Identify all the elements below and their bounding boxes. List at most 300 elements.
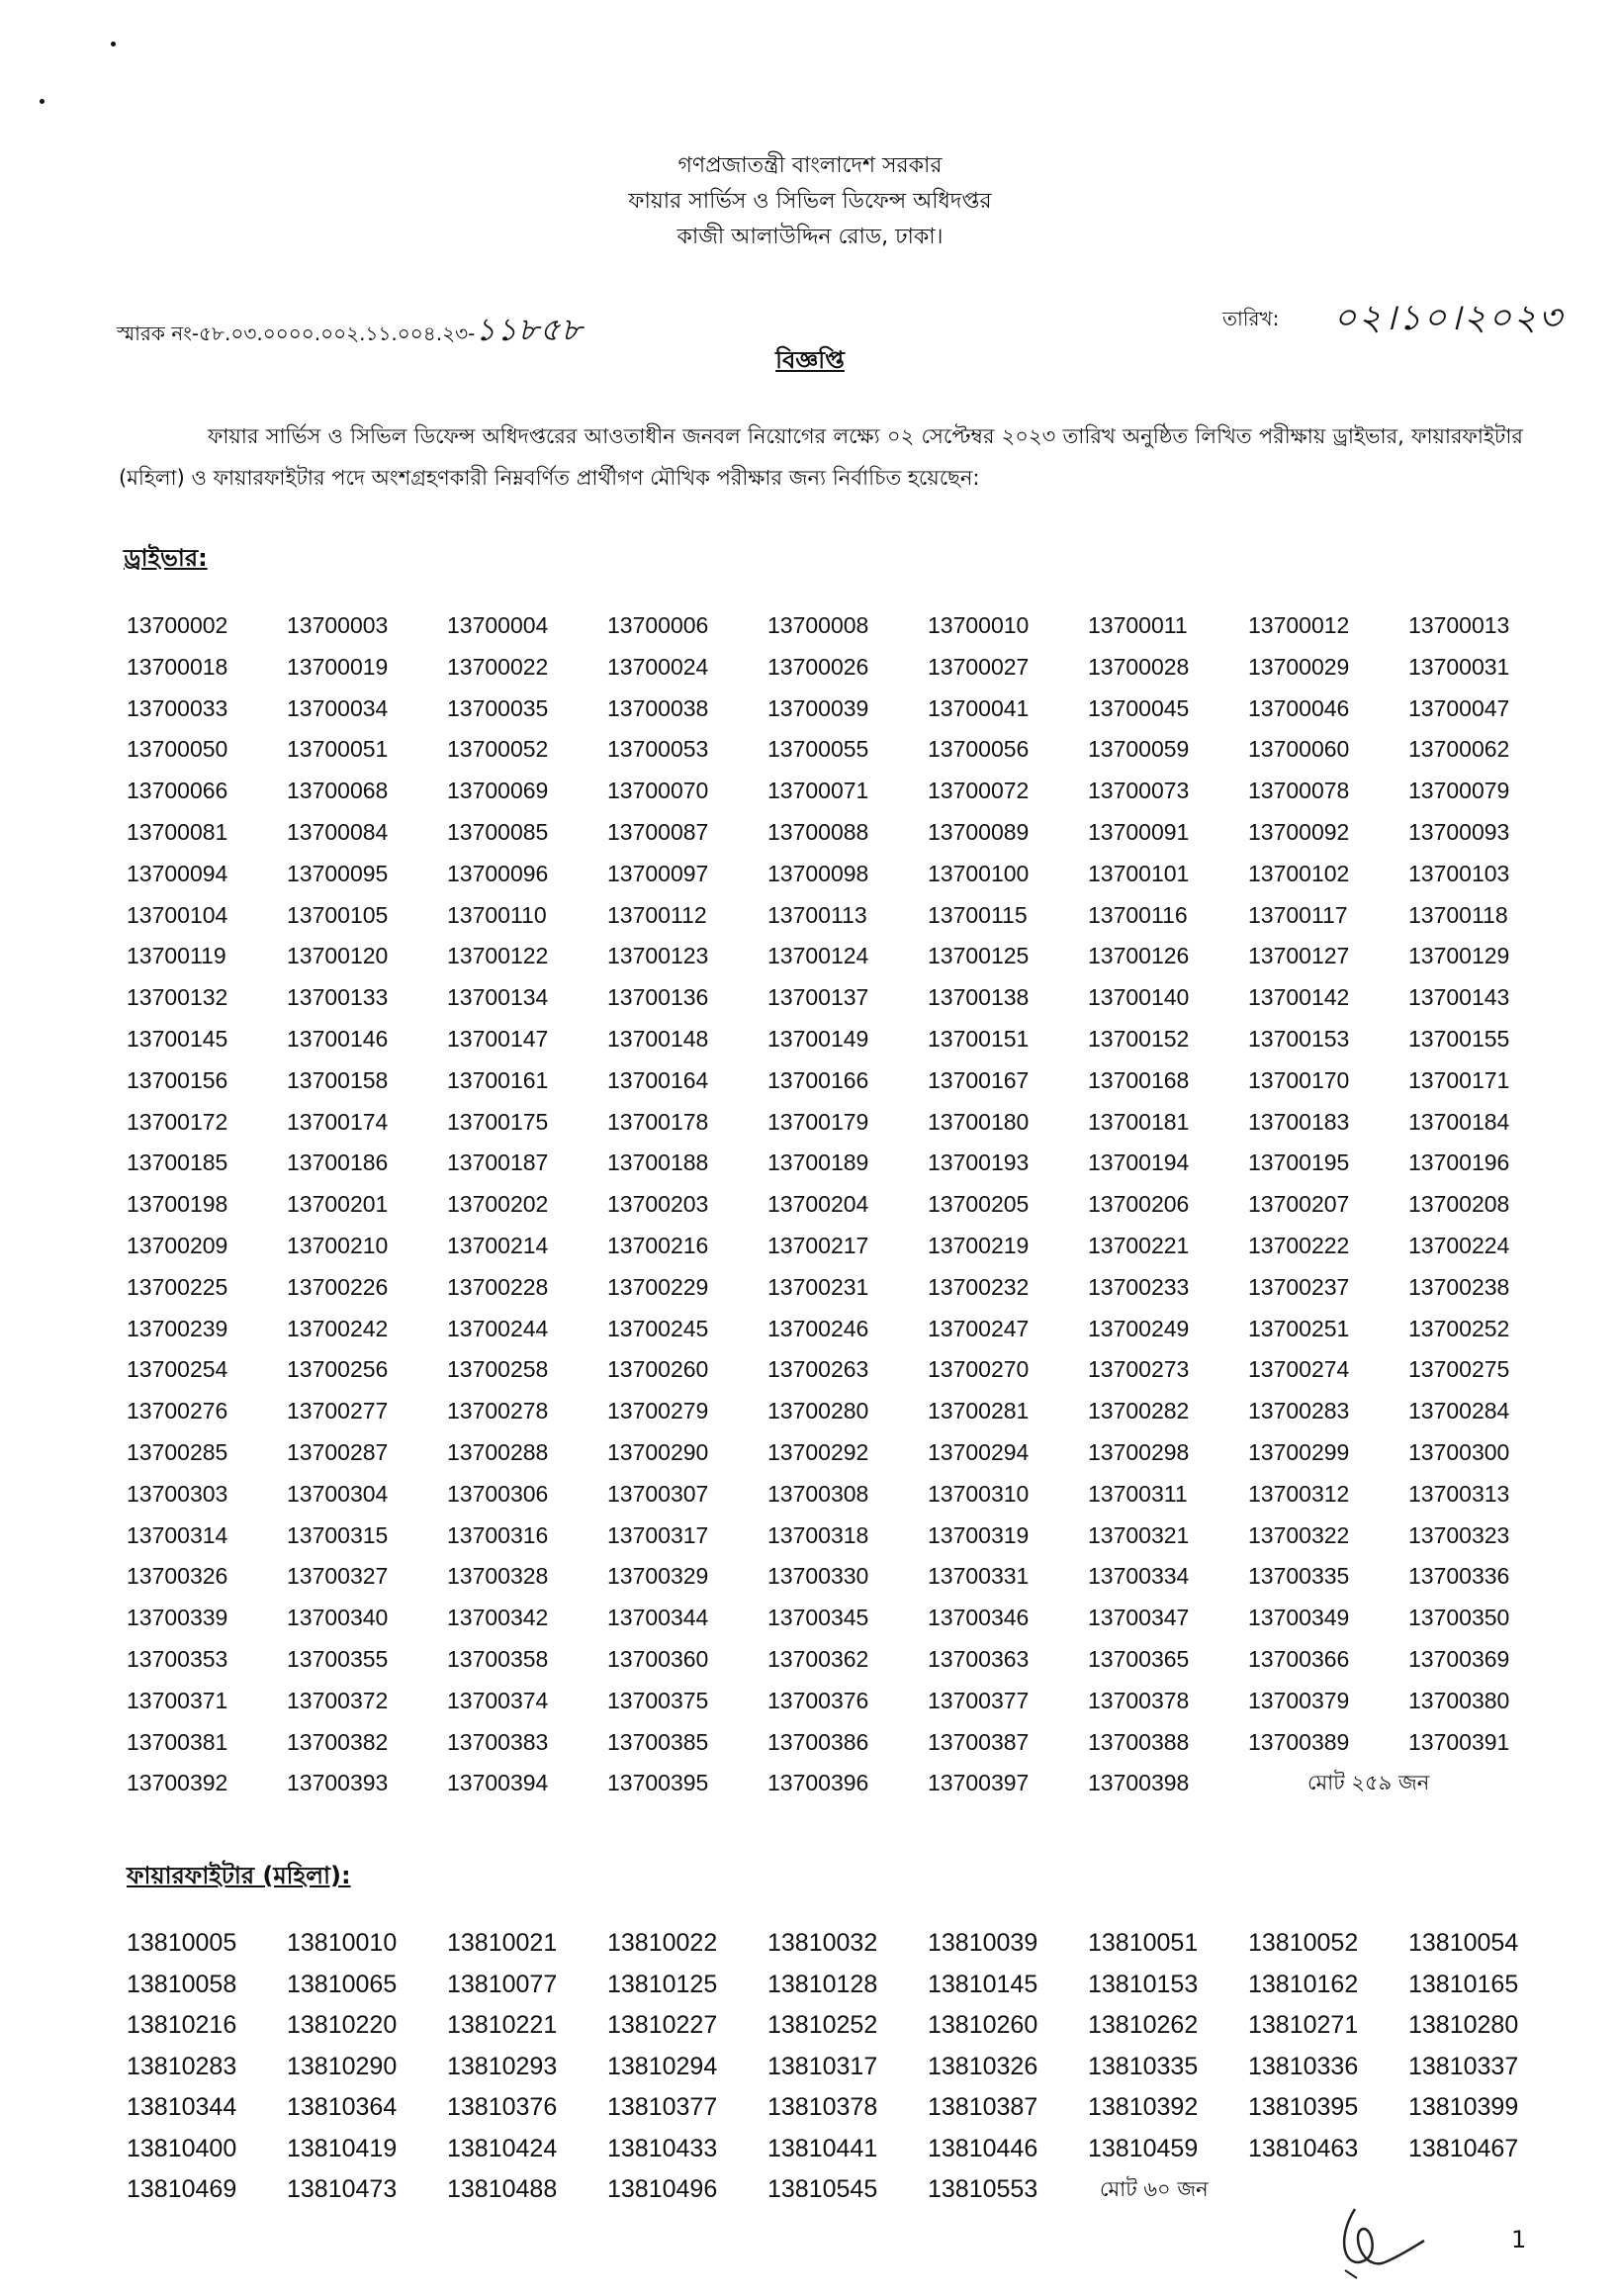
roll-number: 13700244 bbox=[447, 1315, 549, 1341]
roll-number: 13700372 bbox=[287, 1687, 389, 1713]
roll-number: 13700133 bbox=[287, 984, 389, 1011]
roll-number: 13810165 bbox=[1408, 1970, 1519, 1998]
roll-number: 13810392 bbox=[1088, 2093, 1199, 2121]
roll-number: 13700380 bbox=[1408, 1687, 1510, 1713]
roll-number: 13700035 bbox=[447, 694, 549, 721]
notice-title: বিজ্ঞপ্তি bbox=[775, 346, 845, 374]
roll-number: 13700397 bbox=[928, 1770, 1030, 1796]
roll-number: 13700285 bbox=[127, 1438, 228, 1465]
roll-number: 13810153 bbox=[1088, 1970, 1199, 1998]
roll-number: 13700149 bbox=[767, 1025, 869, 1052]
roll-number: 13810052 bbox=[1248, 1929, 1359, 1957]
roll-number: 13700316 bbox=[447, 1521, 549, 1548]
roll-number: 13700188 bbox=[607, 1149, 709, 1176]
roll-number: 13700052 bbox=[447, 736, 549, 763]
roll-number: 13700232 bbox=[928, 1273, 1030, 1300]
roll-number: 13810054 bbox=[1408, 1929, 1519, 1957]
roll-number: 13700393 bbox=[287, 1770, 389, 1796]
roll-number: 13700148 bbox=[607, 1025, 709, 1052]
roll-number: 13700147 bbox=[447, 1025, 549, 1052]
scan-speck bbox=[40, 99, 45, 104]
roll-number: 13700022 bbox=[447, 653, 549, 680]
roll-number: 13700395 bbox=[607, 1770, 709, 1796]
roll-number: 13700029 bbox=[1248, 653, 1350, 680]
roll-number: 13810317 bbox=[767, 2052, 878, 2080]
roll-number: 13810290 bbox=[287, 2052, 398, 2080]
roll-number: 13700124 bbox=[767, 943, 869, 969]
roll-number: 13700170 bbox=[1248, 1066, 1350, 1093]
roll-number: 13810039 bbox=[928, 1929, 1038, 1957]
roll-number: 13810221 bbox=[447, 2011, 558, 2039]
roll-number: 13700398 bbox=[1088, 1770, 1190, 1796]
roll-number: 13700247 bbox=[928, 1315, 1030, 1341]
roll-number: 13700194 bbox=[1088, 1149, 1190, 1176]
roll-number: 13700326 bbox=[127, 1563, 228, 1590]
roll-number: 13700145 bbox=[127, 1025, 228, 1052]
roll-number: 13810280 bbox=[1408, 2011, 1519, 2039]
roll-number: 13700340 bbox=[287, 1605, 389, 1631]
roll-number: 13700185 bbox=[127, 1149, 228, 1176]
roll-number: 13700379 bbox=[1248, 1687, 1350, 1713]
roll-number: 13700205 bbox=[928, 1191, 1030, 1218]
roll-number: 13700143 bbox=[1408, 984, 1510, 1011]
roll-number: 13810441 bbox=[767, 2134, 878, 2162]
roll-number: 13810344 bbox=[127, 2093, 237, 2121]
roll-number: 13700132 bbox=[127, 984, 228, 1011]
roll-number: 13700167 bbox=[928, 1066, 1030, 1093]
roll-number: 13810262 bbox=[1088, 2011, 1199, 2039]
roll-number: 13700202 bbox=[447, 1191, 549, 1218]
roll-number: 13700201 bbox=[287, 1191, 389, 1218]
roll-number: 13700098 bbox=[767, 860, 869, 886]
roll-number: 13700322 bbox=[1248, 1521, 1350, 1548]
roll-number: 13700089 bbox=[928, 818, 1030, 845]
roll-number: 13810128 bbox=[767, 1970, 878, 1998]
roll-number: 13700024 bbox=[607, 653, 709, 680]
date-label: তারিখ: bbox=[1222, 307, 1280, 330]
roll-number: 13700158 bbox=[287, 1066, 389, 1093]
roll-number: 13700140 bbox=[1088, 984, 1190, 1011]
roll-number: 13700298 bbox=[1088, 1438, 1190, 1465]
roll-number: 13700353 bbox=[127, 1645, 228, 1672]
roll-number: 13700079 bbox=[1408, 778, 1510, 804]
roll-number: 13810433 bbox=[607, 2134, 718, 2162]
roll-number: 13700304 bbox=[287, 1480, 389, 1507]
roll-number: 13700174 bbox=[287, 1108, 389, 1135]
roll-number: 13810395 bbox=[1248, 2093, 1359, 2121]
roll-number: 13700258 bbox=[447, 1356, 549, 1383]
roll-number: 13700358 bbox=[447, 1645, 549, 1672]
roll-number: 13700056 bbox=[928, 736, 1030, 763]
roll-number: 13700396 bbox=[767, 1770, 869, 1796]
roll-number: 13810488 bbox=[447, 2175, 558, 2203]
roll-number: 13700317 bbox=[607, 1521, 709, 1548]
roll-number: 13700152 bbox=[1088, 1025, 1190, 1052]
roll-number: 13700081 bbox=[127, 818, 228, 845]
roll-number: 13700137 bbox=[767, 984, 869, 1011]
roll-number: 13700018 bbox=[127, 653, 228, 680]
roll-number: 13810260 bbox=[928, 2011, 1038, 2039]
roll-number: 13700288 bbox=[447, 1438, 549, 1465]
roll-number: 13700292 bbox=[767, 1438, 869, 1465]
roll-number: 13810051 bbox=[1088, 1929, 1199, 1957]
roll-number: 13700369 bbox=[1408, 1645, 1510, 1672]
roll-number: 13810010 bbox=[287, 1929, 398, 1957]
roll-number: 13700062 bbox=[1408, 736, 1510, 763]
roll-number: 13700095 bbox=[287, 860, 389, 886]
roll-number: 13700078 bbox=[1248, 778, 1350, 804]
roll-number: 13700245 bbox=[607, 1315, 709, 1341]
roll-number: 13810162 bbox=[1248, 1970, 1359, 1998]
roll-number: 13700331 bbox=[928, 1563, 1030, 1590]
roll-number: 13700209 bbox=[127, 1232, 228, 1258]
roll-number: 13700217 bbox=[767, 1232, 869, 1258]
roll-number: 13700214 bbox=[447, 1232, 549, 1258]
roll-number: 13700094 bbox=[127, 860, 228, 886]
roll-number: 13700193 bbox=[928, 1149, 1030, 1176]
roll-number: 13700391 bbox=[1408, 1728, 1510, 1755]
letterhead bbox=[0, 148, 1620, 255]
roll-number: 13700394 bbox=[447, 1770, 549, 1796]
roll-number: 13700179 bbox=[767, 1108, 869, 1135]
roll-number: 13700039 bbox=[767, 694, 869, 721]
roll-number: 13700306 bbox=[447, 1480, 549, 1507]
roll-number: 13700051 bbox=[287, 736, 389, 763]
roll-number: 13700183 bbox=[1248, 1108, 1350, 1135]
roll-number: 13700263 bbox=[767, 1356, 869, 1383]
roll-number: 13810377 bbox=[607, 2093, 718, 2121]
roll-number: 13700307 bbox=[607, 1480, 709, 1507]
roll-number: 13810058 bbox=[127, 1970, 237, 1998]
roll-number: 13700238 bbox=[1408, 1273, 1510, 1300]
roll-number: 13700228 bbox=[447, 1273, 549, 1300]
roll-number: 13700239 bbox=[127, 1315, 228, 1341]
roll-number: 13700134 bbox=[447, 984, 549, 1011]
roll-number: 13700073 bbox=[1088, 778, 1190, 804]
page-number: 1 bbox=[1511, 2226, 1527, 2253]
roll-number: 13700180 bbox=[928, 1108, 1030, 1135]
roll-number: 13700251 bbox=[1248, 1315, 1350, 1341]
roll-number: 13810032 bbox=[767, 1929, 878, 1957]
roll-number: 13700377 bbox=[928, 1687, 1030, 1713]
roll-number: 13700246 bbox=[767, 1315, 869, 1341]
roll-number: 13700127 bbox=[1248, 943, 1350, 969]
roll-number: 13810283 bbox=[127, 2052, 237, 2080]
roll-number: 13700050 bbox=[127, 736, 228, 763]
roll-number: 13700381 bbox=[127, 1728, 228, 1755]
roll-number: 13810227 bbox=[607, 2011, 718, 2039]
roll-number: 13700327 bbox=[287, 1563, 389, 1590]
roll-number: 13810125 bbox=[607, 1970, 718, 1998]
roll-number: 13700204 bbox=[767, 1191, 869, 1218]
roll-number: 13700087 bbox=[607, 818, 709, 845]
roll-number: 13700321 bbox=[1088, 1521, 1190, 1548]
roll-number: 13700181 bbox=[1088, 1108, 1190, 1135]
roll-number: 13810216 bbox=[127, 2011, 237, 2039]
roll-number: 13700187 bbox=[447, 1149, 549, 1176]
roll-number: 13700310 bbox=[928, 1480, 1030, 1507]
roll-number: 13700101 bbox=[1088, 860, 1190, 886]
roll-number: 13700168 bbox=[1088, 1066, 1190, 1093]
roll-number: 13700088 bbox=[767, 818, 869, 845]
roll-number: 13810145 bbox=[928, 1970, 1038, 1998]
roll-number: 13700097 bbox=[607, 860, 709, 886]
signature-mark bbox=[1325, 2201, 1434, 2280]
roll-number: 13810400 bbox=[127, 2134, 237, 2162]
roll-number: 13700070 bbox=[607, 778, 709, 804]
roll-number: 13700382 bbox=[287, 1728, 389, 1755]
roll-number: 13700328 bbox=[447, 1563, 549, 1590]
roll-number: 13700378 bbox=[1088, 1687, 1190, 1713]
roll-number: 13700045 bbox=[1088, 694, 1190, 721]
roll-number: 13810252 bbox=[767, 2011, 878, 2039]
letterhead-line-address: কাজী আলাউদ্দিন রোড, ঢাকা। bbox=[676, 225, 944, 249]
roll-number: 13700318 bbox=[767, 1521, 869, 1548]
roll-number: 13810467 bbox=[1408, 2134, 1519, 2162]
roll-number: 13810387 bbox=[928, 2093, 1038, 2121]
roll-number: 13700334 bbox=[1088, 1563, 1190, 1590]
roll-number: 13810553 bbox=[928, 2175, 1038, 2203]
roll-number: 13700142 bbox=[1248, 984, 1350, 1011]
roll-number: 13700010 bbox=[928, 612, 1030, 638]
roll-number: 13700172 bbox=[127, 1108, 228, 1135]
roll-number: 13700252 bbox=[1408, 1315, 1510, 1341]
roll-number: 13700068 bbox=[287, 778, 389, 804]
roll-number: 13700110 bbox=[447, 901, 547, 928]
roll-number: 13700091 bbox=[1088, 818, 1190, 845]
roll-number: 13810459 bbox=[1088, 2134, 1199, 2162]
roll-number: 13700093 bbox=[1408, 818, 1510, 845]
roll-number: 13700374 bbox=[447, 1687, 549, 1713]
roll-number: 13700387 bbox=[928, 1728, 1030, 1755]
roll-number: 13700100 bbox=[928, 860, 1030, 886]
roll-number: 13700276 bbox=[127, 1398, 228, 1424]
roll-number: 13700290 bbox=[607, 1438, 709, 1465]
roll-number: 13700274 bbox=[1248, 1356, 1350, 1383]
roll-number: 13700355 bbox=[287, 1645, 389, 1672]
roll-number: 13700282 bbox=[1088, 1398, 1190, 1424]
roll-number: 13810022 bbox=[607, 1929, 718, 1957]
roll-number: 13700256 bbox=[287, 1356, 389, 1383]
roll-number: 13700339 bbox=[127, 1605, 228, 1631]
roll-number: 13810337 bbox=[1408, 2052, 1519, 2080]
roll-number: 13700233 bbox=[1088, 1273, 1190, 1300]
roll-number: 13700273 bbox=[1088, 1356, 1190, 1383]
roll-number: 13810469 bbox=[127, 2175, 237, 2203]
section-title-firefighter-female: ফায়ারফাইটার (মহিলা): bbox=[127, 1862, 351, 1889]
roll-number: 13700138 bbox=[928, 984, 1030, 1011]
section-total: মোট ২৫৯ জন bbox=[1307, 1771, 1430, 1795]
roll-number: 13700026 bbox=[767, 653, 869, 680]
roll-number: 13700033 bbox=[127, 694, 228, 721]
roll-number: 13700013 bbox=[1408, 612, 1510, 638]
roll-number: 13810463 bbox=[1248, 2134, 1359, 2162]
roll-number: 13700118 bbox=[1408, 901, 1508, 928]
roll-number: 13700011 bbox=[1088, 612, 1188, 638]
roll-number: 13700151 bbox=[928, 1025, 1030, 1052]
roll-number: 13810021 bbox=[447, 1929, 558, 1957]
roll-number: 13700072 bbox=[928, 778, 1030, 804]
roll-number: 13810335 bbox=[1088, 2052, 1199, 2080]
roll-number: 13700392 bbox=[127, 1770, 228, 1796]
roll-number: 13700222 bbox=[1248, 1232, 1350, 1258]
roll-number: 13700116 bbox=[1088, 901, 1188, 928]
roll-number: 13810271 bbox=[1248, 2011, 1359, 2039]
roll-number: 13700229 bbox=[607, 1273, 709, 1300]
roll-number: 13700008 bbox=[767, 612, 869, 638]
roll-number: 13700315 bbox=[287, 1521, 389, 1548]
roll-number: 13700196 bbox=[1408, 1149, 1510, 1176]
roll-number: 13700323 bbox=[1408, 1521, 1510, 1548]
roll-number: 13700104 bbox=[127, 901, 228, 928]
roll-number: 13700311 bbox=[1088, 1480, 1188, 1507]
roll-number: 13700102 bbox=[1248, 860, 1350, 886]
roll-number: 13700312 bbox=[1248, 1480, 1350, 1507]
section-title-driver: ড্রাইভার: bbox=[124, 544, 208, 572]
roll-number: 13810378 bbox=[767, 2093, 878, 2121]
roll-number: 13700113 bbox=[767, 901, 867, 928]
roll-number: 13700345 bbox=[767, 1605, 869, 1631]
date-handwritten: ০২।১০।২০২৩ bbox=[1333, 298, 1564, 338]
roll-number: 13700066 bbox=[127, 778, 228, 804]
roll-number: 13700105 bbox=[287, 901, 389, 928]
roll-number: 13700084 bbox=[287, 818, 389, 845]
roll-number: 13700117 bbox=[1248, 901, 1348, 928]
roll-number: 13700237 bbox=[1248, 1273, 1350, 1300]
roll-number: 13810065 bbox=[287, 1970, 398, 1998]
roll-number: 13700299 bbox=[1248, 1438, 1350, 1465]
roll-number: 13700034 bbox=[287, 694, 389, 721]
roll-number: 13700126 bbox=[1088, 943, 1190, 969]
roll-number: 13700195 bbox=[1248, 1149, 1350, 1176]
roll-number: 13700047 bbox=[1408, 694, 1510, 721]
roll-number: 13700186 bbox=[287, 1149, 389, 1176]
roll-number: 13700287 bbox=[287, 1438, 389, 1465]
roll-number: 13700365 bbox=[1088, 1645, 1190, 1672]
roll-number: 13700350 bbox=[1408, 1605, 1510, 1631]
roll-number: 13700294 bbox=[928, 1438, 1030, 1465]
roll-number: 13700371 bbox=[127, 1687, 228, 1713]
letterhead-line-department: ফায়ার সার্ভিস ও সিভিল ডিফেন্স অধিদপ্তর bbox=[628, 189, 992, 214]
roll-number: 13810326 bbox=[928, 2052, 1038, 2080]
roll-number: 13700225 bbox=[127, 1273, 228, 1300]
roll-number: 13700216 bbox=[607, 1232, 709, 1258]
roll-number: 13810545 bbox=[767, 2175, 878, 2203]
roll-number: 13700221 bbox=[1088, 1232, 1190, 1258]
roll-number: 13810005 bbox=[127, 1929, 237, 1957]
roll-number: 13700346 bbox=[928, 1605, 1030, 1631]
roll-number: 13700314 bbox=[127, 1521, 228, 1548]
roll-number: 13810220 bbox=[287, 2011, 398, 2039]
roll-number: 13700171 bbox=[1408, 1066, 1510, 1093]
roll-number: 13700313 bbox=[1408, 1480, 1510, 1507]
roll-number: 13700096 bbox=[447, 860, 549, 886]
roll-number: 13700242 bbox=[287, 1315, 389, 1341]
roll-number: 13700166 bbox=[767, 1066, 869, 1093]
roll-number: 13700092 bbox=[1248, 818, 1350, 845]
roll-number: 13700189 bbox=[767, 1149, 869, 1176]
roll-number: 13810473 bbox=[287, 2175, 398, 2203]
roll-number: 13700028 bbox=[1088, 653, 1190, 680]
roll-number: 13700275 bbox=[1408, 1356, 1510, 1383]
roll-number: 13700260 bbox=[607, 1356, 709, 1383]
roll-number: 13700389 bbox=[1248, 1728, 1350, 1755]
roll-number: 13700069 bbox=[447, 778, 549, 804]
roll-number: 13700038 bbox=[607, 694, 709, 721]
roll-number: 13700031 bbox=[1408, 653, 1510, 680]
roll-number: 13810496 bbox=[607, 2175, 718, 2203]
roll-number: 13700208 bbox=[1408, 1191, 1510, 1218]
scan-speck bbox=[111, 42, 116, 46]
roll-number: 13700231 bbox=[767, 1273, 869, 1300]
roll-number: 13700219 bbox=[928, 1232, 1030, 1258]
roll-number: 13700155 bbox=[1408, 1025, 1510, 1052]
roll-number: 13700376 bbox=[767, 1687, 869, 1713]
roll-number: 13810336 bbox=[1248, 2052, 1359, 2080]
roll-number: 13700278 bbox=[447, 1398, 549, 1424]
roll-number: 13700136 bbox=[607, 984, 709, 1011]
roll-number: 13700119 bbox=[127, 943, 226, 969]
roll-number: 13700360 bbox=[607, 1645, 709, 1672]
roll-number: 13700146 bbox=[287, 1025, 389, 1052]
memo-number-label: স্মারক নং-৫৮.০৩.০০০০.০০২.১১.০০৪.২৩- bbox=[117, 321, 476, 345]
roll-number: 13700112 bbox=[607, 901, 707, 928]
roll-number: 13700308 bbox=[767, 1480, 869, 1507]
roll-number: 13700115 bbox=[928, 901, 1028, 928]
roll-number: 13700085 bbox=[447, 818, 549, 845]
roll-number: 13700388 bbox=[1088, 1728, 1190, 1755]
roll-number: 13810294 bbox=[607, 2052, 718, 2080]
roll-number: 13700153 bbox=[1248, 1025, 1350, 1052]
roll-number: 13700055 bbox=[767, 736, 869, 763]
roll-number: 13810364 bbox=[287, 2093, 398, 2121]
roll-number: 13700175 bbox=[447, 1108, 549, 1135]
roll-number: 13700046 bbox=[1248, 694, 1350, 721]
roll-number: 13700019 bbox=[287, 653, 389, 680]
roll-number: 13700383 bbox=[447, 1728, 549, 1755]
roll-number: 13700012 bbox=[1248, 612, 1350, 638]
roll-number: 13700336 bbox=[1408, 1563, 1510, 1590]
roll-number: 13810077 bbox=[447, 1970, 558, 1998]
roll-number: 13700178 bbox=[607, 1108, 709, 1135]
roll-number: 13700060 bbox=[1248, 736, 1350, 763]
roll-number: 13700330 bbox=[767, 1563, 869, 1590]
roll-number: 13700003 bbox=[287, 612, 389, 638]
memo-date-row bbox=[117, 297, 1564, 348]
roll-number: 13700329 bbox=[607, 1563, 709, 1590]
roll-number: 13700206 bbox=[1088, 1191, 1190, 1218]
memo-handwritten-number: ১১৮৫৮ bbox=[475, 311, 584, 348]
roll-number: 13700129 bbox=[1408, 943, 1510, 969]
roll-number: 13700342 bbox=[447, 1605, 549, 1631]
roll-number: 13700071 bbox=[767, 778, 869, 804]
roll-number: 13700284 bbox=[1408, 1398, 1510, 1424]
roll-number: 13700059 bbox=[1088, 736, 1190, 763]
roll-number: 13700161 bbox=[447, 1066, 549, 1093]
roll-number: 13700344 bbox=[607, 1605, 709, 1631]
letterhead-line-government: গণপ্রজাতন্ত্রী বাংলাদেশ সরকার bbox=[677, 153, 943, 178]
roll-number: 13810399 bbox=[1408, 2093, 1519, 2121]
roll-number: 13700283 bbox=[1248, 1398, 1350, 1424]
roll-number: 13700004 bbox=[447, 612, 549, 638]
roll-number: 13810419 bbox=[287, 2134, 398, 2162]
roll-number: 13700270 bbox=[928, 1356, 1030, 1383]
roll-number: 13700203 bbox=[607, 1191, 709, 1218]
roll-number: 13700319 bbox=[928, 1521, 1030, 1548]
roll-number: 13810424 bbox=[447, 2134, 558, 2162]
roll-number: 13700006 bbox=[607, 612, 709, 638]
roll-number: 13700277 bbox=[287, 1398, 389, 1424]
